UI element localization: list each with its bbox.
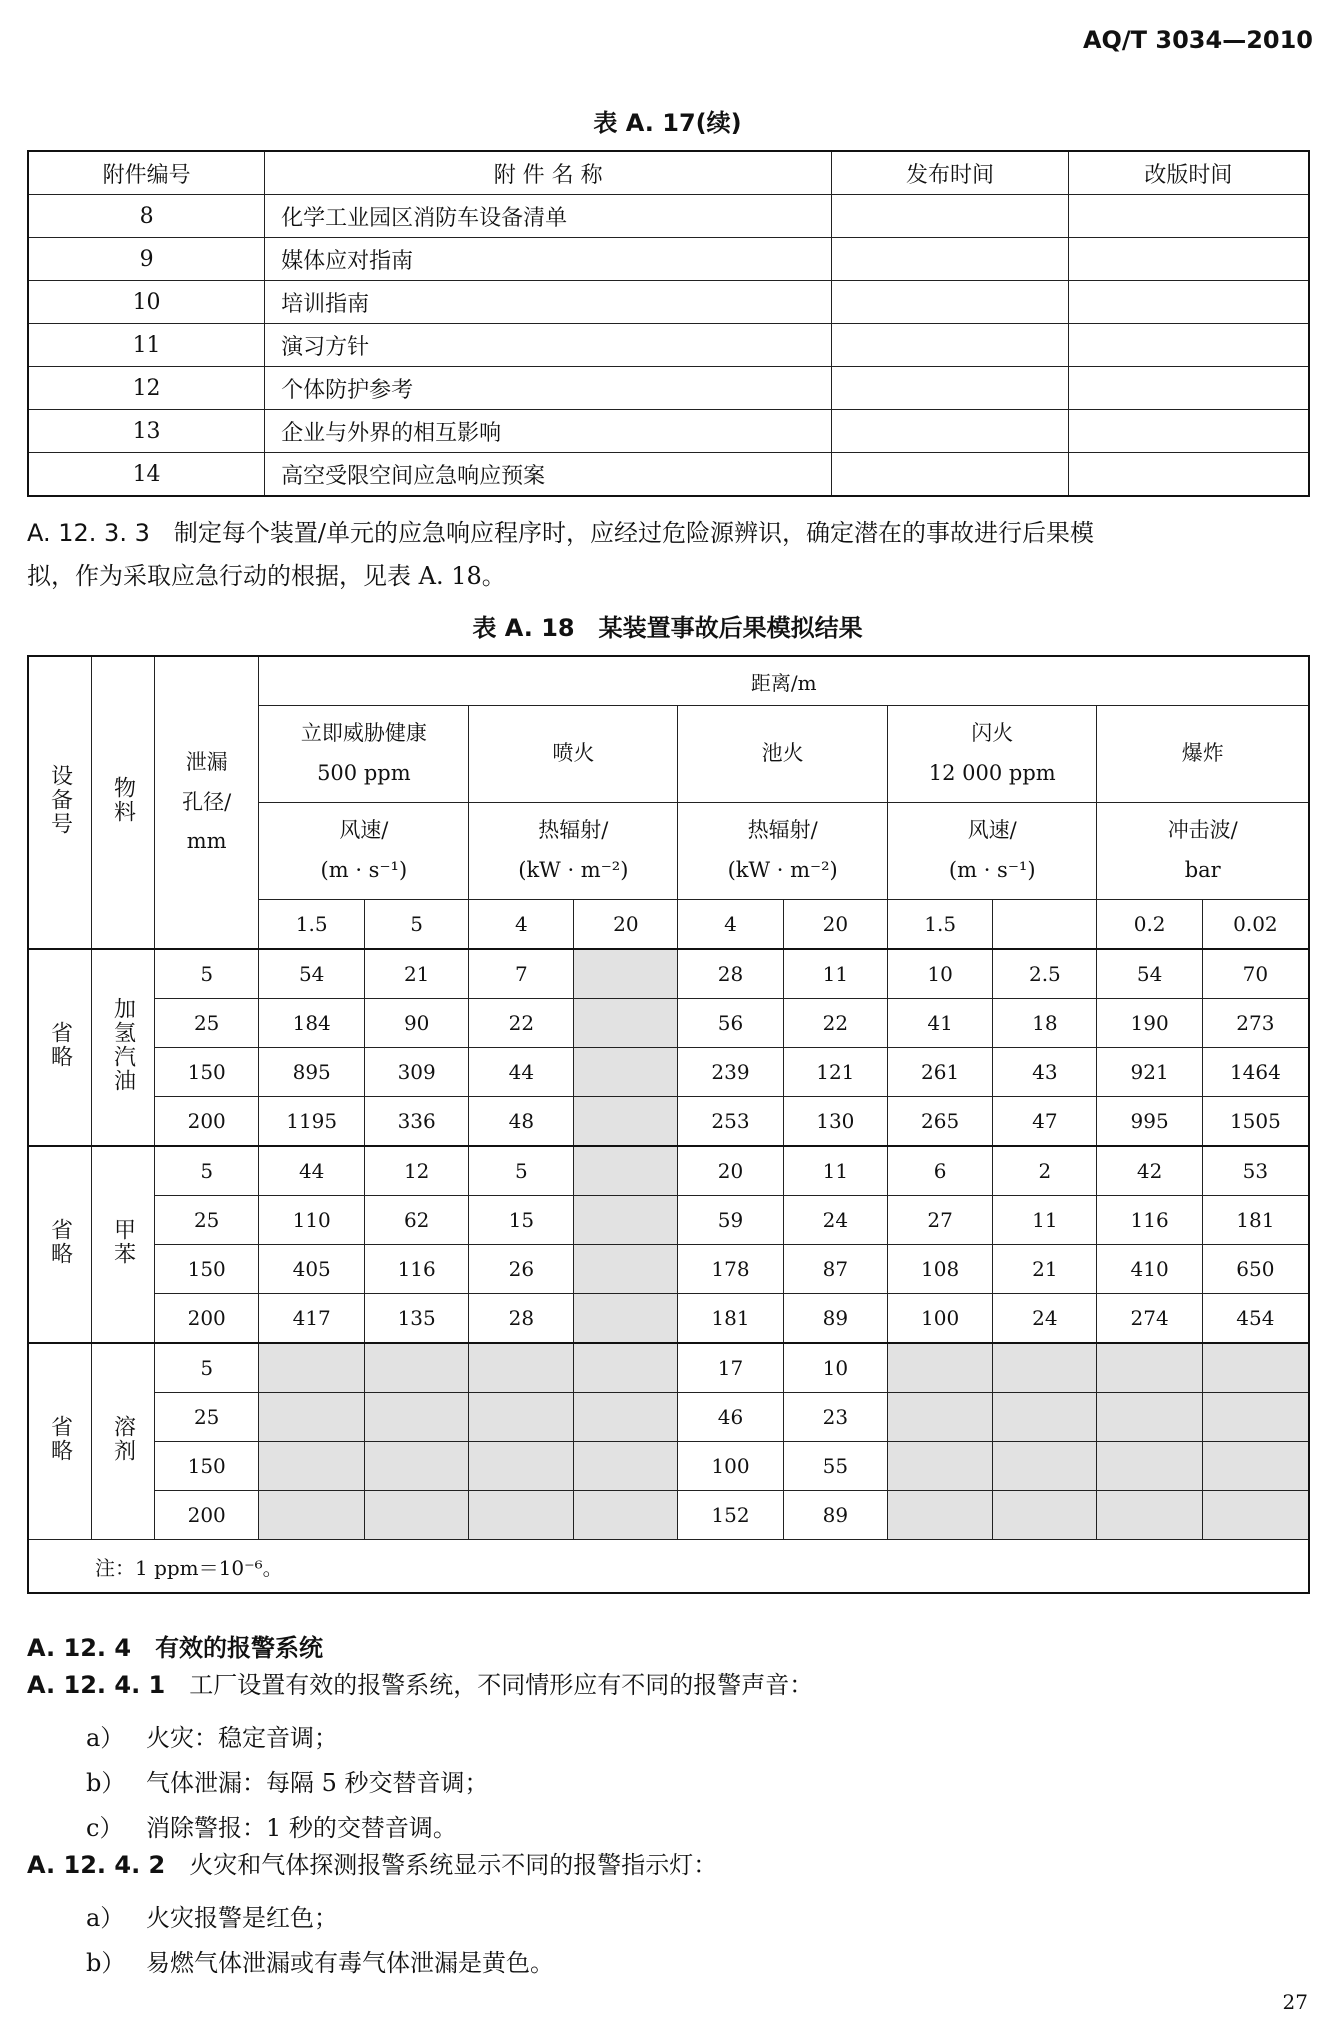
distance-value-cell: 7 bbox=[469, 949, 574, 999]
distance-value-cell bbox=[469, 1442, 574, 1491]
list-item-label: b） bbox=[86, 1949, 126, 1977]
attachment-name: 个体防护参考 bbox=[265, 367, 832, 410]
distance-value-cell bbox=[365, 1343, 469, 1393]
header-revision-time: 改版时间 bbox=[1068, 151, 1309, 195]
publish-time bbox=[832, 238, 1069, 281]
list-item-label: c） bbox=[86, 1814, 124, 1842]
paragraph-a12-4-2 bbox=[27, 1844, 1312, 1887]
subheader-value: 1.5 bbox=[259, 900, 365, 950]
distance-value-cell bbox=[887, 1343, 992, 1393]
header-explosion: 爆炸 bbox=[1097, 706, 1309, 803]
distance-value-cell bbox=[1097, 1343, 1202, 1393]
table-row bbox=[28, 949, 1309, 999]
table-row bbox=[28, 1491, 1309, 1540]
distance-value-cell bbox=[259, 1491, 365, 1540]
distance-value-cell: 454 bbox=[1202, 1294, 1309, 1344]
revision-time bbox=[1068, 195, 1309, 238]
distance-value-cell: 178 bbox=[678, 1245, 783, 1294]
unit-wind-speed-idlh: 风速/ (m · s⁻¹) bbox=[259, 803, 469, 900]
distance-value-cell: 48 bbox=[469, 1097, 574, 1147]
unit-heat-radiation-pool: 热辐射/ (kW · m⁻²) bbox=[678, 803, 888, 900]
distance-value-cell: 184 bbox=[259, 999, 365, 1048]
distance-value-cell: 87 bbox=[783, 1245, 887, 1294]
header-pool-fire: 池火 bbox=[678, 706, 888, 803]
distance-value-cell: 28 bbox=[469, 1294, 574, 1344]
table-row bbox=[28, 195, 1309, 238]
leak-aperture-cell: 150 bbox=[155, 1245, 259, 1294]
distance-value-cell: 130 bbox=[783, 1097, 887, 1147]
revision-time bbox=[1068, 453, 1309, 497]
list-item bbox=[86, 1808, 457, 1843]
distance-value-cell: 22 bbox=[469, 999, 574, 1048]
leak-aperture-cell: 25 bbox=[155, 1393, 259, 1442]
subheader-value: 4 bbox=[678, 900, 783, 950]
distance-value-cell bbox=[259, 1343, 365, 1393]
header-jet-fire: 喷火 bbox=[469, 706, 678, 803]
table-row bbox=[28, 238, 1309, 281]
leak-aperture-cell: 200 bbox=[155, 1294, 259, 1344]
distance-value-cell bbox=[1097, 1393, 1202, 1442]
distance-value-cell bbox=[887, 1442, 992, 1491]
distance-value-cell bbox=[1097, 1491, 1202, 1540]
publish-time bbox=[832, 281, 1069, 324]
distance-value-cell: 27 bbox=[887, 1196, 992, 1245]
revision-time bbox=[1068, 324, 1309, 367]
leak-aperture-cell: 200 bbox=[155, 1491, 259, 1540]
distance-value-cell: 54 bbox=[1097, 949, 1202, 999]
distance-value-cell bbox=[574, 1245, 678, 1294]
distance-value-cell bbox=[993, 1491, 1097, 1540]
distance-value-cell: 995 bbox=[1097, 1097, 1202, 1147]
list-item bbox=[86, 1898, 338, 1933]
distance-value-cell bbox=[259, 1442, 365, 1491]
table-row bbox=[28, 1343, 1309, 1393]
distance-value-cell: 44 bbox=[259, 1146, 365, 1196]
distance-value-cell: 11 bbox=[993, 1196, 1097, 1245]
list-item-text: 消除警报：1 秒的交替音调。 bbox=[146, 1814, 457, 1842]
page-number: 27 bbox=[1282, 1990, 1308, 2014]
leak-aperture-cell: 5 bbox=[155, 1146, 259, 1196]
distance-value-cell: 152 bbox=[678, 1491, 783, 1540]
distance-value-cell bbox=[887, 1491, 992, 1540]
publish-time bbox=[832, 195, 1069, 238]
table-row bbox=[28, 367, 1309, 410]
leak-aperture-cell: 25 bbox=[155, 999, 259, 1048]
publish-time bbox=[832, 453, 1069, 497]
header-flash-fire: 闪火 12 000 ppm bbox=[887, 706, 1096, 803]
leak-aperture-cell: 150 bbox=[155, 1442, 259, 1491]
list-item bbox=[86, 1943, 554, 1978]
distance-value-cell bbox=[993, 1343, 1097, 1393]
distance-value-cell: 10 bbox=[887, 949, 992, 999]
paragraph-text-line2: 拟，作为采取应急行动的根据，见表 A. 18。 bbox=[27, 562, 506, 590]
distance-value-cell: 24 bbox=[993, 1294, 1097, 1344]
subheader-value: 4 bbox=[469, 900, 574, 950]
table-row bbox=[28, 1245, 1309, 1294]
header-attachment-no: 附件编号 bbox=[28, 151, 265, 195]
table-row bbox=[28, 999, 1309, 1048]
header-leak-aperture: 泄漏 孔径/ mm bbox=[155, 656, 259, 949]
unit-shock-wave: 冲击波/ bar bbox=[1097, 803, 1309, 900]
paragraph-a12-3-3 bbox=[27, 512, 1312, 598]
distance-value-cell: 261 bbox=[887, 1048, 992, 1097]
distance-value-cell: 116 bbox=[1097, 1196, 1202, 1245]
header-distance: 距离/m bbox=[259, 656, 1309, 706]
distance-value-cell: 108 bbox=[887, 1245, 992, 1294]
distance-value-cell bbox=[469, 1343, 574, 1393]
list-item-text: 火灾：稳定音调； bbox=[146, 1724, 338, 1752]
list-item-text: 易燃气体泄漏或有毒气体泄漏是黄色。 bbox=[146, 1949, 554, 1977]
material-cell: 溶剂 bbox=[92, 1343, 155, 1540]
distance-value-cell: 100 bbox=[678, 1442, 783, 1491]
clause-number: A. 12. 4. 2 bbox=[27, 1851, 166, 1879]
distance-value-cell bbox=[1202, 1343, 1309, 1393]
table-header-row bbox=[28, 151, 1309, 195]
list-item-label: b） bbox=[86, 1769, 126, 1797]
distance-value-cell: 10 bbox=[783, 1343, 887, 1393]
attachment-name: 高空受限空间应急响应预案 bbox=[265, 453, 832, 497]
device-no-cell: 省略 bbox=[28, 949, 92, 1146]
distance-value-cell bbox=[574, 1097, 678, 1147]
distance-value-cell: 17 bbox=[678, 1343, 783, 1393]
distance-value-cell: 20 bbox=[678, 1146, 783, 1196]
distance-value-cell: 42 bbox=[1097, 1146, 1202, 1196]
attachment-no: 8 bbox=[28, 195, 265, 238]
publish-time bbox=[832, 324, 1069, 367]
attachment-name: 媒体应对指南 bbox=[265, 238, 832, 281]
distance-value-cell bbox=[1202, 1442, 1309, 1491]
leak-aperture-cell: 5 bbox=[155, 949, 259, 999]
distance-value-cell: 110 bbox=[259, 1196, 365, 1245]
table-row bbox=[28, 1196, 1309, 1245]
table-a17-title: 表 A. 17(续) bbox=[593, 109, 742, 137]
subheader-value: 20 bbox=[783, 900, 887, 950]
distance-value-cell bbox=[574, 1294, 678, 1344]
distance-value-cell: 405 bbox=[259, 1245, 365, 1294]
distance-value-cell bbox=[574, 1442, 678, 1491]
header-attachment-name: 附 件 名 称 bbox=[265, 151, 832, 195]
revision-time bbox=[1068, 238, 1309, 281]
clause-number: A. 12. 4. 1 bbox=[27, 1671, 166, 1699]
table-row bbox=[28, 1146, 1309, 1196]
distance-value-cell bbox=[1097, 1442, 1202, 1491]
standard-code: AQ/T 3034—2010 bbox=[1082, 26, 1313, 54]
distance-value-cell: 26 bbox=[469, 1245, 574, 1294]
distance-value-cell bbox=[365, 1393, 469, 1442]
distance-value-cell: 89 bbox=[783, 1491, 887, 1540]
distance-value-cell: 43 bbox=[993, 1048, 1097, 1097]
distance-value-cell bbox=[574, 1048, 678, 1097]
distance-value-cell bbox=[259, 1393, 365, 1442]
distance-value-cell: 239 bbox=[678, 1048, 783, 1097]
section-a12-4-title: A. 12. 4 有效的报警系统 bbox=[27, 1634, 324, 1662]
paragraph-a12-4-1 bbox=[27, 1664, 1312, 1707]
table-note-row bbox=[28, 1540, 1309, 1594]
distance-value-cell: 650 bbox=[1202, 1245, 1309, 1294]
subheader-value bbox=[993, 900, 1097, 950]
leak-aperture-cell: 25 bbox=[155, 1196, 259, 1245]
paragraph-text-line1: 制定每个装置/单元的应急响应程序时，应经过危险源辨识，确定潜在的事故进行后果模 bbox=[173, 519, 1094, 547]
device-no-cell: 省略 bbox=[28, 1146, 92, 1343]
distance-value-cell: 53 bbox=[1202, 1146, 1309, 1196]
distance-value-cell: 70 bbox=[1202, 949, 1309, 999]
material-cell: 甲苯 bbox=[92, 1146, 155, 1343]
table-a18-title: 表 A. 18 某装置事故后果模拟结果 bbox=[472, 614, 863, 642]
distance-value-cell: 23 bbox=[783, 1393, 887, 1442]
list-item-text: 气体泄漏：每隔 5 秒交替音调； bbox=[146, 1769, 489, 1797]
device-no-cell: 省略 bbox=[28, 1343, 92, 1540]
distance-value-cell: 46 bbox=[678, 1393, 783, 1442]
paragraph-text: 火灾和气体探测报警系统显示不同的报警指示灯： bbox=[189, 1851, 718, 1879]
revision-time bbox=[1068, 410, 1309, 453]
distance-value-cell: 28 bbox=[678, 949, 783, 999]
table-row bbox=[28, 281, 1309, 324]
distance-value-cell: 21 bbox=[365, 949, 469, 999]
distance-value-cell bbox=[574, 949, 678, 999]
distance-value-cell: 56 bbox=[678, 999, 783, 1048]
attachment-no: 11 bbox=[28, 324, 265, 367]
publish-time bbox=[832, 410, 1069, 453]
distance-value-cell: 15 bbox=[469, 1196, 574, 1245]
distance-value-cell: 11 bbox=[783, 949, 887, 999]
attachment-no: 14 bbox=[28, 453, 265, 497]
attachment-name: 培训指南 bbox=[265, 281, 832, 324]
distance-value-cell: 22 bbox=[783, 999, 887, 1048]
list-item-label: a） bbox=[86, 1904, 125, 1932]
unit-heat-radiation-jet: 热辐射/ (kW · m⁻²) bbox=[469, 803, 678, 900]
attachment-no: 9 bbox=[28, 238, 265, 281]
distance-value-cell bbox=[574, 1393, 678, 1442]
table-row bbox=[28, 1393, 1309, 1442]
distance-value-cell bbox=[469, 1393, 574, 1442]
table-a17 bbox=[27, 150, 1310, 497]
distance-value-cell: 55 bbox=[783, 1442, 887, 1491]
header-row-distance bbox=[28, 656, 1309, 706]
header-publish-time: 发布时间 bbox=[832, 151, 1069, 195]
distance-value-cell: 100 bbox=[887, 1294, 992, 1344]
distance-value-cell: 410 bbox=[1097, 1245, 1202, 1294]
distance-value-cell: 2.5 bbox=[993, 949, 1097, 999]
table-row bbox=[28, 1097, 1309, 1147]
table-note: 注：1 ppm＝10⁻⁶。 bbox=[28, 1540, 1309, 1594]
list-item-text: 火灾报警是红色； bbox=[146, 1904, 338, 1932]
distance-value-cell bbox=[574, 1146, 678, 1196]
distance-value-cell: 89 bbox=[783, 1294, 887, 1344]
distance-value-cell bbox=[365, 1491, 469, 1540]
distance-value-cell bbox=[574, 1196, 678, 1245]
distance-value-cell: 921 bbox=[1097, 1048, 1202, 1097]
distance-value-cell: 62 bbox=[365, 1196, 469, 1245]
distance-value-cell: 54 bbox=[259, 949, 365, 999]
subheader-value: 20 bbox=[574, 900, 678, 950]
clause-number: A. 12. 3. 3 bbox=[27, 519, 150, 547]
distance-value-cell: 116 bbox=[365, 1245, 469, 1294]
distance-value-cell: 417 bbox=[259, 1294, 365, 1344]
attachment-name: 化学工业园区消防车设备清单 bbox=[265, 195, 832, 238]
leak-aperture-cell: 200 bbox=[155, 1097, 259, 1147]
unit-wind-speed-flash: 风速/ (m · s⁻¹) bbox=[887, 803, 1096, 900]
distance-value-cell: 274 bbox=[1097, 1294, 1202, 1344]
header-device-no: 设备号 bbox=[28, 656, 92, 949]
table-row bbox=[28, 1442, 1309, 1491]
distance-value-cell: 181 bbox=[1202, 1196, 1309, 1245]
distance-value-cell bbox=[365, 1442, 469, 1491]
distance-value-cell bbox=[574, 1343, 678, 1393]
distance-value-cell: 59 bbox=[678, 1196, 783, 1245]
attachment-name: 企业与外界的相互影响 bbox=[265, 410, 832, 453]
distance-value-cell: 1195 bbox=[259, 1097, 365, 1147]
distance-value-cell bbox=[1202, 1393, 1309, 1442]
distance-value-cell bbox=[993, 1442, 1097, 1491]
list-item bbox=[86, 1763, 489, 1798]
distance-value-cell: 135 bbox=[365, 1294, 469, 1344]
attachment-no: 10 bbox=[28, 281, 265, 324]
distance-value-cell: 24 bbox=[783, 1196, 887, 1245]
publish-time bbox=[832, 367, 1069, 410]
leak-aperture-cell: 150 bbox=[155, 1048, 259, 1097]
distance-value-cell: 47 bbox=[993, 1097, 1097, 1147]
distance-value-cell bbox=[1202, 1491, 1309, 1540]
distance-value-cell bbox=[993, 1393, 1097, 1442]
distance-value-cell bbox=[887, 1393, 992, 1442]
table-row bbox=[28, 1048, 1309, 1097]
distance-value-cell: 6 bbox=[887, 1146, 992, 1196]
material-cell: 加氢汽油 bbox=[92, 949, 155, 1146]
distance-value-cell: 121 bbox=[783, 1048, 887, 1097]
table-row bbox=[28, 324, 1309, 367]
distance-value-cell: 273 bbox=[1202, 999, 1309, 1048]
distance-value-cell: 90 bbox=[365, 999, 469, 1048]
subheader-value: 0.02 bbox=[1202, 900, 1309, 950]
table-row bbox=[28, 1294, 1309, 1344]
distance-value-cell: 41 bbox=[887, 999, 992, 1048]
distance-value-cell: 12 bbox=[365, 1146, 469, 1196]
leak-aperture-cell: 5 bbox=[155, 1343, 259, 1393]
distance-value-cell: 253 bbox=[678, 1097, 783, 1147]
paragraph-text: 工厂设置有效的报警系统，不同情形应有不同的报警声音： bbox=[189, 1671, 814, 1699]
attachment-no: 13 bbox=[28, 410, 265, 453]
distance-value-cell: 1505 bbox=[1202, 1097, 1309, 1147]
distance-value-cell: 190 bbox=[1097, 999, 1202, 1048]
distance-value-cell: 309 bbox=[365, 1048, 469, 1097]
distance-value-cell bbox=[574, 999, 678, 1048]
table-a18 bbox=[27, 655, 1310, 1594]
distance-value-cell: 5 bbox=[469, 1146, 574, 1196]
header-material: 物料 bbox=[92, 656, 155, 949]
attachment-no: 12 bbox=[28, 367, 265, 410]
distance-value-cell: 1464 bbox=[1202, 1048, 1309, 1097]
distance-value-cell bbox=[574, 1491, 678, 1540]
distance-value-cell: 895 bbox=[259, 1048, 365, 1097]
revision-time bbox=[1068, 281, 1309, 324]
attachment-name: 演习方针 bbox=[265, 324, 832, 367]
revision-time bbox=[1068, 367, 1309, 410]
subheader-value: 0.2 bbox=[1097, 900, 1202, 950]
table-row bbox=[28, 453, 1309, 497]
distance-value-cell: 44 bbox=[469, 1048, 574, 1097]
distance-value-cell bbox=[469, 1491, 574, 1540]
header-idlh: 立即威胁健康 500 ppm bbox=[259, 706, 469, 803]
table-row bbox=[28, 410, 1309, 453]
distance-value-cell: 21 bbox=[993, 1245, 1097, 1294]
distance-value-cell: 336 bbox=[365, 1097, 469, 1147]
subheader-value: 1.5 bbox=[887, 900, 992, 950]
list-item-label: a） bbox=[86, 1724, 125, 1752]
distance-value-cell: 265 bbox=[887, 1097, 992, 1147]
distance-value-cell: 11 bbox=[783, 1146, 887, 1196]
subheader-value: 5 bbox=[365, 900, 469, 950]
distance-value-cell: 181 bbox=[678, 1294, 783, 1344]
distance-value-cell: 2 bbox=[993, 1146, 1097, 1196]
distance-value-cell: 18 bbox=[993, 999, 1097, 1048]
list-item bbox=[86, 1718, 338, 1753]
